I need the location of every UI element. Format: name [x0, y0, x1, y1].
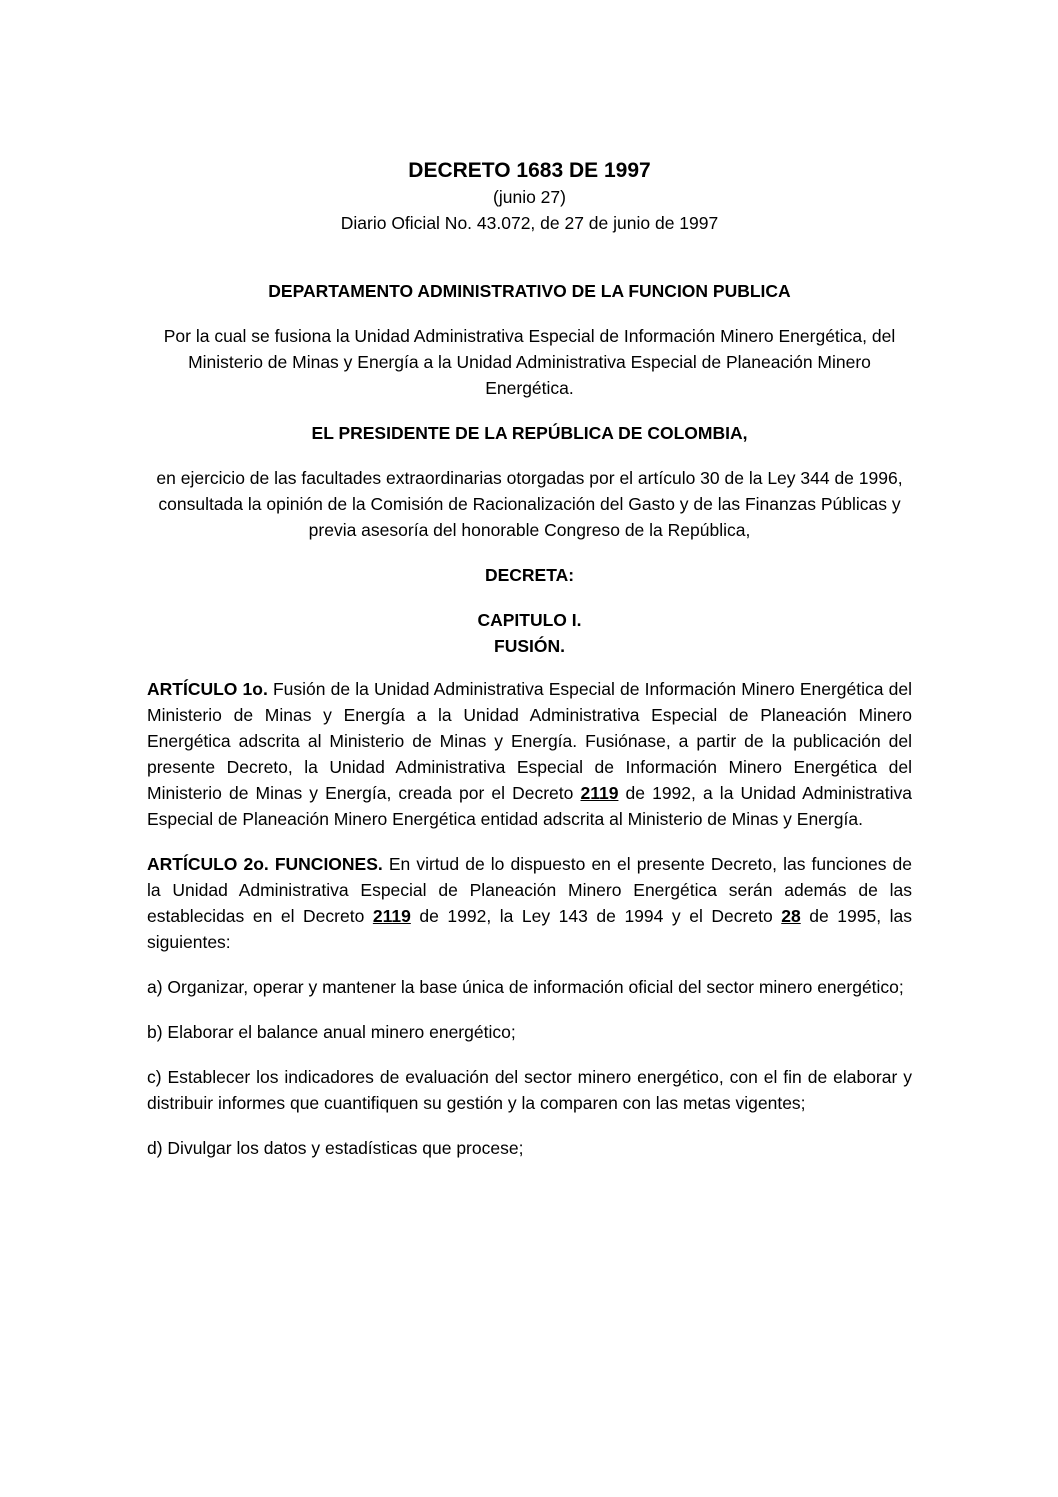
text-run: ARTÍCULO 2o. FUNCIONES.	[147, 854, 389, 874]
chapter-heading: CAPITULO I.	[477, 610, 582, 630]
function-item-d: d) Divulgar los datos y estadísticas que procese;	[147, 1138, 524, 1158]
decreta-heading: DECRETA:	[484, 565, 575, 585]
decree-reference-link[interactable]: 28	[781, 906, 801, 926]
decree-reference-link[interactable]: 2119	[372, 906, 411, 926]
text-run: de 1992, a la Unidad Administrativa Especial de Planeación Minero Energética entidad adscrita al Ministerio de Minas y Energía.	[147, 783, 912, 829]
preamble-paragraph: Por la cual se fusiona la Unidad Administrativa Especial de Información Minero Energética, del Ministerio de Minas y Energía a la Unidad Administrativa Especial de Planeación Minero Energética.	[163, 326, 896, 398]
text-run: ARTÍCULO 1o.	[147, 679, 273, 699]
chapter-subheading: FUSIÓN.	[494, 636, 565, 656]
decree-date-line: (junio 27)	[493, 187, 566, 207]
function-item-c: c) Establecer los indicadores de evaluación del sector minero energético, con el fin de elaborar y distribuir informes que cuantifiquen su gestión y la comparen con las metas vigentes;	[147, 1067, 912, 1113]
chapter-block	[147, 607, 912, 659]
official-gazette-line: Diario Oficial No. 43.072, de 27 de junio de 1997	[340, 213, 719, 233]
article-1-paragraph	[147, 676, 912, 832]
text-run: de 1992, la Ley 143 de 1994 y el Decreto	[410, 906, 782, 926]
authority-heading: EL PRESIDENTE DE LA REPÚBLICA DE COLOMBIA,	[311, 423, 748, 443]
text-run: Fusión de la Unidad Administrativa Especial de Información Minero Energética del Ministerio de Minas y Energía a la Unidad Administrativa Especial de Planeación Minero Energética adscrita al Ministerio de Minas y Energía. Fusiónase, a partir de la publicación del presente Decreto, la Unidad Administrativa Especial de Información Minero Energética del Ministerio de Minas y Energía, creada por el Decreto	[147, 679, 912, 803]
title-block	[147, 158, 912, 236]
function-item-b: b) Elaborar el balance anual minero energético;	[147, 1022, 516, 1042]
function-item-a: a) Organizar, operar y mantener la base única de información oficial del sector minero energético;	[147, 977, 904, 997]
department-heading: DEPARTAMENTO ADMINISTRATIVO DE LA FUNCION PUBLICA	[268, 281, 791, 301]
text-run: de 1995, las siguientes:	[147, 906, 913, 952]
text-run: En virtud de lo dispuesto en el presente Decreto, las funciones de la Unidad Administrativa Especial de Planeación Minero Energética serán además de las establecidas en el Decreto	[147, 854, 912, 926]
considerations-paragraph: en ejercicio de las facultades extraordinarias otorgadas por el artículo 30 de la Ley 344 de 1996, consultada la opinión de la Comisión de Racionalización del Gasto y de las Finanzas Públicas y previa asesoría del honorable Congreso de la República,	[156, 468, 903, 540]
decree-reference-link[interactable]: 2119	[580, 783, 619, 803]
page-title: DECRETO 1683 DE 1997	[408, 159, 651, 182]
article-2-paragraph	[147, 851, 912, 955]
